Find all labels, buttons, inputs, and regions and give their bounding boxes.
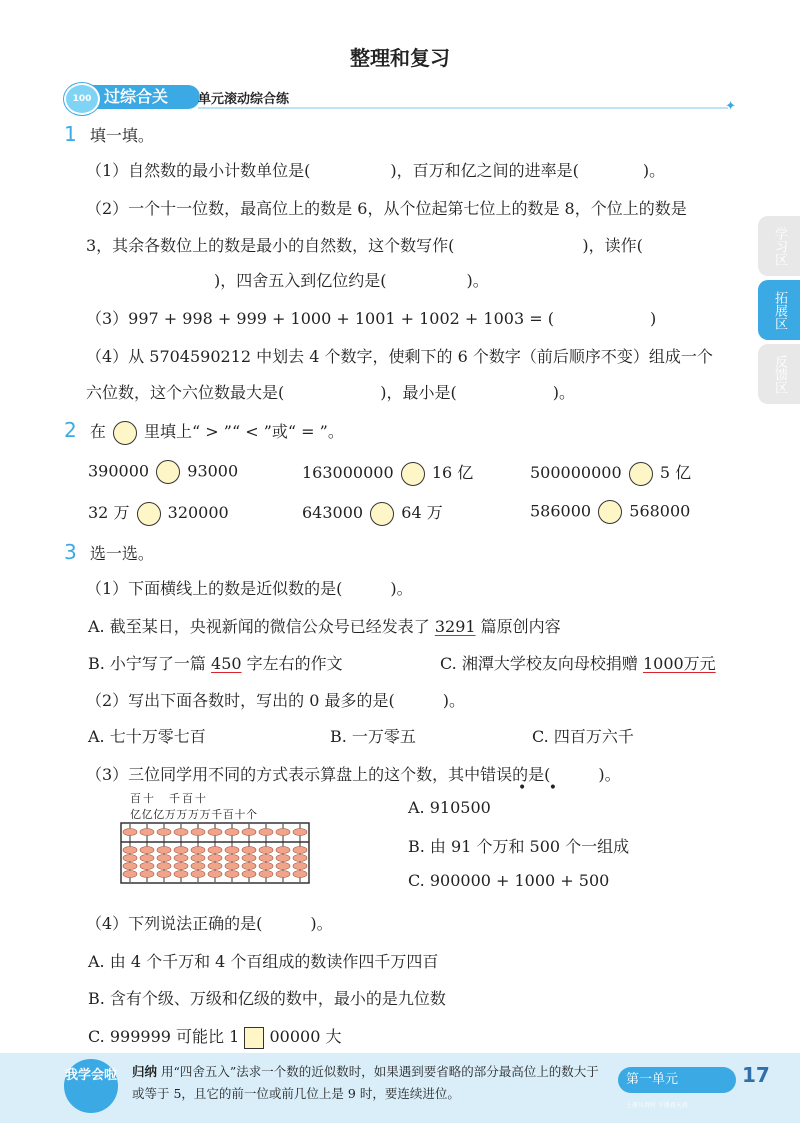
abacus-bead — [225, 847, 239, 854]
compare-circle-input[interactable] — [370, 502, 394, 526]
q3-part2-option-b[interactable]: B. 一万零五 — [330, 727, 416, 746]
abacus-bead — [123, 847, 137, 854]
abacus-bead — [208, 871, 222, 878]
abacus-bead — [276, 847, 290, 854]
abacus-bead — [276, 871, 290, 878]
abacus-top-label: 百十 千百十 — [130, 792, 208, 805]
tab-extend[interactable]: 拓展区 — [758, 280, 800, 340]
abacus-bead — [123, 863, 137, 870]
abacus-bead — [191, 847, 205, 854]
abacus-bead — [259, 829, 273, 836]
compare-right: 320000 — [167, 503, 229, 522]
q1-line-2: （2）一个十一位数，最高位上的数是 6，从个位起第七位上的数是 8，个位上的数是 — [86, 199, 687, 218]
abacus-bead — [140, 847, 154, 854]
abacus-bead — [293, 855, 307, 862]
compare-item — [302, 460, 473, 486]
abacus-bead — [225, 855, 239, 862]
abacus-bead — [276, 863, 290, 870]
q3-part3: （3）三位同学用不同的方式表示算盘上的这个数，其中错误的是( )。 — [86, 765, 621, 784]
abacus-bead — [157, 871, 171, 878]
compare-right: 64 万 — [401, 503, 443, 522]
abacus-bead — [157, 855, 171, 862]
q3-part4-option-c[interactable] — [88, 1024, 341, 1049]
page-title: 整理和复习 — [350, 46, 450, 70]
underlined-number: 450 — [211, 654, 242, 673]
q3-part1: （1）下面横线上的数是近似数的是( )。 — [86, 579, 413, 598]
abacus-image — [120, 822, 310, 884]
abacus-bead — [191, 829, 205, 836]
q3-part3-option-a[interactable]: A. 910500 — [408, 798, 491, 817]
abacus-bead — [259, 855, 273, 862]
q1-number: 1 — [64, 122, 77, 146]
abacus-bead — [293, 829, 307, 836]
abacus-bead — [225, 863, 239, 870]
option-text: C. 湘潭大学校友向母校捐赠 — [440, 654, 638, 673]
page-number: 17 — [742, 1063, 770, 1087]
option-text: 00000 大 — [269, 1027, 342, 1046]
tab-study[interactable]: 学习区 — [758, 216, 800, 276]
q3-part3-option-b[interactable]: B. 由 91 个万和 500 个一组成 — [408, 837, 630, 856]
q1-line-3: 3，其余各数位上的数是最小的自然数，这个数写作( )，读作( — [86, 236, 643, 255]
abacus-bead — [208, 863, 222, 870]
abacus-bead — [157, 829, 171, 836]
abacus-bead — [174, 863, 188, 870]
q1-line-7: 六位数，这个六位数最大是( )，最小是( )。 — [86, 383, 575, 402]
compare-item — [530, 460, 691, 486]
abacus-bead — [123, 855, 137, 862]
q2-header — [64, 418, 344, 445]
abacus-bead — [208, 855, 222, 862]
compare-item — [88, 500, 229, 526]
option-text: B. 小宁写了一篇 — [88, 654, 206, 673]
q2-heading-a: 在 — [89, 422, 106, 441]
abacus-bead — [174, 847, 188, 854]
abacus-bead — [242, 871, 256, 878]
star-icon: ✦ — [725, 99, 736, 114]
option-text: C. 999999 可能比 1 — [88, 1027, 240, 1046]
q1-heading: 填一填。 — [89, 126, 154, 145]
compare-circle-input[interactable] — [598, 500, 622, 524]
abacus-bead — [123, 829, 137, 836]
digit-box-input[interactable] — [244, 1027, 264, 1049]
abacus-bead — [276, 855, 290, 862]
q2-heading-b: 里填上“ > ”“ < ”或“ = ”。 — [144, 422, 344, 441]
q3-part4-option-b[interactable]: B. 含有个级、万级和亿级的数中，最小的是九位数 — [88, 989, 446, 1008]
compare-right: 568000 — [629, 501, 691, 521]
abacus-bead — [242, 829, 256, 836]
abacus-bead — [123, 871, 137, 878]
banner-badge-icon: 100 — [64, 83, 100, 115]
option-text: 篇原创内容 — [480, 617, 561, 636]
abacus-bead — [140, 855, 154, 862]
q3-part4-option-a[interactable]: A. 由 4 个千万和 4 个百组成的数读作四千万四百 — [88, 952, 439, 971]
abacus-bead — [225, 829, 239, 836]
compare-right: 5 亿 — [659, 463, 692, 482]
compare-item — [88, 460, 238, 484]
abacus-bead — [174, 829, 188, 836]
compare-left: 32 万 — [88, 503, 130, 522]
footer-logo: 我学会啦 — [64, 1059, 118, 1113]
abacus-bead — [157, 863, 171, 870]
option-text: 字左右的作文 — [246, 654, 343, 673]
abacus-bead — [242, 855, 256, 862]
banner-subtitle: 单元滚动综合练 — [198, 92, 290, 107]
compare-circle-input[interactable] — [629, 462, 653, 486]
emphasis-dots: • • — [518, 780, 566, 796]
note-label: 归纳 — [132, 1064, 158, 1079]
q3-part4: （4）下列说法正确的是( )。 — [86, 914, 333, 933]
q3-part1-option-a[interactable] — [88, 614, 561, 637]
abacus-bead — [174, 871, 188, 878]
abacus-bead — [259, 871, 273, 878]
circle-sample-icon — [113, 421, 137, 445]
underlined-number: 3291 — [434, 617, 476, 636]
abacus-bead — [140, 863, 154, 870]
compare-circle-input[interactable] — [401, 462, 425, 486]
unit-label: 第一单元 — [626, 1072, 679, 1087]
note-text: 用“四舍五入”法求一个数的近似数时，如果遇到要省略的部分最高位上的数大于或等于 5，且它的前一位或前几位上是 9 时，要连续进位。 — [132, 1064, 599, 1101]
abacus-bead — [140, 829, 154, 836]
q3-part3-option-c[interactable]: C. 900000 + 1000 + 500 — [408, 871, 610, 890]
banner-divider — [198, 107, 728, 109]
compare-item — [530, 500, 690, 524]
footer-note — [132, 1061, 602, 1105]
unit-slogan: 上册认真听 下册真天真 — [626, 1102, 688, 1109]
section-banner — [64, 83, 736, 114]
underlined-number: 1000万元 — [642, 654, 716, 673]
abacus-bead — [259, 847, 273, 854]
q3-number: 3 — [64, 540, 77, 564]
q3-part2-option-c[interactable]: C. 四百万六千 — [532, 727, 634, 746]
abacus-bead — [174, 855, 188, 862]
compare-left: 586000 — [530, 501, 592, 521]
abacus-bead — [242, 863, 256, 870]
option-text: A. 截至某日，央视新闻的微信公众号已经发表了 — [88, 617, 430, 636]
abacus-bead — [293, 871, 307, 878]
compare-left: 643000 — [302, 503, 364, 522]
q3-part2: （2）写出下面各数时，写出的 0 最多的是( )。 — [86, 691, 466, 710]
abacus-bead — [293, 863, 307, 870]
abacus-bead — [242, 847, 256, 854]
q1-line-6: （4）从 5704590212 中划去 4 个数字，使剩下的 6 个数字（前后顺序不变）组成一个 — [86, 347, 713, 366]
abacus-bead — [191, 871, 205, 878]
q1-line-1: （1）自然数的最小计数单位是( )，百万和亿之间的进率是( )。 — [86, 161, 666, 180]
compare-circle-input[interactable] — [156, 460, 180, 484]
abacus-bead — [259, 863, 273, 870]
compare-left: 390000 — [88, 461, 150, 481]
unit-badge — [618, 1067, 736, 1109]
abacus-bead — [191, 855, 205, 862]
tab-feedback[interactable]: 反馈区 — [758, 344, 800, 404]
q3-header — [64, 540, 154, 564]
side-tabs — [758, 216, 800, 406]
footer — [0, 1053, 800, 1123]
abacus-bead — [140, 871, 154, 878]
abacus-unit-label: 亿亿亿万万万万千百十个 — [130, 808, 258, 821]
q3-heading: 选一选。 — [89, 544, 154, 563]
compare-circle-input[interactable] — [137, 502, 161, 526]
abacus-bead — [293, 847, 307, 854]
compare-right: 93000 — [187, 461, 239, 481]
abacus-bead — [208, 829, 222, 836]
q3-part2-option-a[interactable]: A. 七十万零七百 — [88, 727, 206, 746]
compare-item — [302, 500, 443, 526]
q3-part1-option-c[interactable] — [440, 651, 716, 674]
abacus-bead — [208, 847, 222, 854]
q2-number: 2 — [64, 418, 77, 442]
q1-header — [64, 122, 154, 146]
abacus-bead — [191, 863, 205, 870]
banner-tag: 过综合关 — [74, 85, 200, 109]
abacus-bead — [276, 829, 290, 836]
abacus-bead — [157, 847, 171, 854]
q3-part1-option-b[interactable] — [88, 651, 343, 674]
abacus-bead — [225, 871, 239, 878]
q1-line-4: )，四舍五入到亿位约是( )。 — [86, 271, 489, 290]
compare-left: 500000000 — [530, 463, 622, 482]
compare-right: 16 亿 — [431, 463, 474, 482]
q1-line-5: （3）997 + 998 + 999 + 1000 + 1001 + 1002 + 1003 = ( ) — [86, 309, 657, 328]
compare-left: 163000000 — [302, 463, 394, 482]
